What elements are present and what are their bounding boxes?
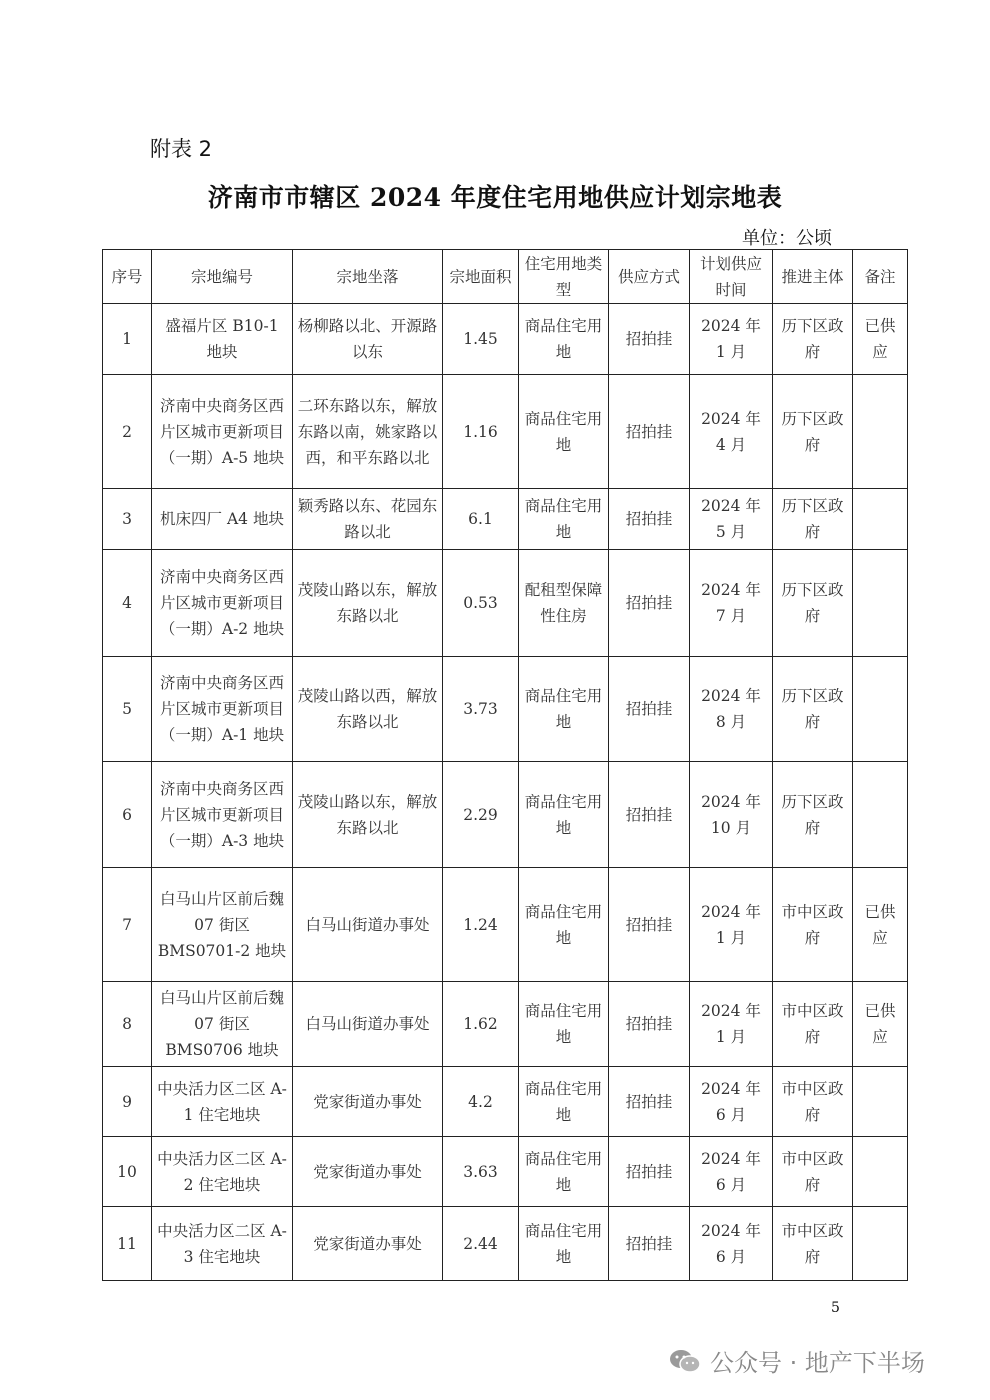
table-cell: 招拍挂 bbox=[609, 982, 690, 1067]
table-row bbox=[103, 868, 908, 982]
table-cell: 2024 年 1 月 bbox=[690, 868, 773, 982]
header-cell: 供应方式 bbox=[609, 250, 690, 304]
table-cell: 2024 年 4 月 bbox=[690, 375, 773, 489]
annex-label: 附表 2 bbox=[150, 137, 213, 161]
table-cell bbox=[853, 489, 908, 550]
table-cell: 4.2 bbox=[443, 1067, 519, 1137]
document-title: 济南市市辖区 2024 年度住宅用地供应计划宗地表 bbox=[207, 183, 783, 212]
table-cell: 商品住宅用地 bbox=[519, 1137, 609, 1207]
table-cell: 党家街道办事处 bbox=[293, 1137, 443, 1207]
table-cell: 商品住宅用地 bbox=[519, 982, 609, 1067]
header-cell: 计划供应时间 bbox=[690, 250, 773, 304]
table-cell: 3.73 bbox=[443, 657, 519, 762]
table-cell: 历下区政府 bbox=[773, 489, 853, 550]
table-cell bbox=[853, 1207, 908, 1281]
table-cell: 历下区政府 bbox=[773, 657, 853, 762]
table-cell: 市中区政府 bbox=[773, 1207, 853, 1281]
table-cell: 1.16 bbox=[443, 375, 519, 489]
table-cell bbox=[853, 1137, 908, 1207]
table-cell: 2024 年 7 月 bbox=[690, 550, 773, 657]
table-cell: 5 bbox=[103, 657, 152, 762]
table-row bbox=[103, 375, 908, 489]
table-cell: 商品住宅用地 bbox=[519, 304, 609, 375]
unit-label: 单位：公顷 bbox=[742, 228, 832, 249]
table-cell: 白马山片区前后魏 07 街区 BMS0701-2 地块 bbox=[152, 868, 293, 982]
header-cell: 宗地坐落 bbox=[293, 250, 443, 304]
table-cell: 2.44 bbox=[443, 1207, 519, 1281]
table-cell: 商品住宅用地 bbox=[519, 762, 609, 868]
table-row bbox=[103, 657, 908, 762]
table-cell: 招拍挂 bbox=[609, 1207, 690, 1281]
table-cell: 市中区政府 bbox=[773, 1137, 853, 1207]
table-cell: 6.1 bbox=[443, 489, 519, 550]
table-cell: 市中区政府 bbox=[773, 982, 853, 1067]
table-cell: 1.24 bbox=[443, 868, 519, 982]
table-cell: 商品住宅用地 bbox=[519, 657, 609, 762]
table-cell: 2024 年 6 月 bbox=[690, 1067, 773, 1137]
table-cell: 1 bbox=[103, 304, 152, 375]
header-cell: 宗地面积 bbox=[443, 250, 519, 304]
table-cell: 机床四厂 A4 地块 bbox=[152, 489, 293, 550]
table-cell: 商品住宅用地 bbox=[519, 868, 609, 982]
table-cell: 盛福片区 B10-1 地块 bbox=[152, 304, 293, 375]
table-cell: 市中区政府 bbox=[773, 1067, 853, 1137]
table-cell: 市中区政府 bbox=[773, 868, 853, 982]
table-cell: 济南中央商务区西片区城市更新项目（一期）A-1 地块 bbox=[152, 657, 293, 762]
table-cell: 4 bbox=[103, 550, 152, 657]
table-cell: 招拍挂 bbox=[609, 489, 690, 550]
table-cell: 济南中央商务区西片区城市更新项目（一期）A-3 地块 bbox=[152, 762, 293, 868]
wechat-icon bbox=[668, 1347, 702, 1375]
header-cell: 推进主体 bbox=[773, 250, 853, 304]
table-cell bbox=[853, 1067, 908, 1137]
header-cell: 宗地编号 bbox=[152, 250, 293, 304]
table-cell: 白马山街道办事处 bbox=[293, 982, 443, 1067]
watermark-text: 公众号 · 地产下半场 bbox=[710, 1349, 925, 1377]
land-supply-table bbox=[102, 249, 908, 1281]
header-cell: 住宅用地类型 bbox=[519, 250, 609, 304]
table-cell: 2024 年 1 月 bbox=[690, 982, 773, 1067]
table-cell: 招拍挂 bbox=[609, 1067, 690, 1137]
table-cell: 2024 年 1 月 bbox=[690, 304, 773, 375]
table-cell: 招拍挂 bbox=[609, 375, 690, 489]
table-cell: 2024 年 5 月 bbox=[690, 489, 773, 550]
table-cell: 8 bbox=[103, 982, 152, 1067]
table-cell: 颖秀路以东、花园东路以北 bbox=[293, 489, 443, 550]
table-cell: 中央活力区二区 A-3 住宅地块 bbox=[152, 1207, 293, 1281]
table-cell bbox=[853, 375, 908, 489]
table-cell: 已供应 bbox=[853, 304, 908, 375]
table-cell: 招拍挂 bbox=[609, 762, 690, 868]
table-cell: 10 bbox=[103, 1137, 152, 1207]
table-cell: 招拍挂 bbox=[609, 868, 690, 982]
page-number: 5 bbox=[831, 1300, 840, 1316]
table-cell: 2.29 bbox=[443, 762, 519, 868]
table-row bbox=[103, 304, 908, 375]
table-cell: 济南中央商务区西片区城市更新项目（一期）A-2 地块 bbox=[152, 550, 293, 657]
table-row bbox=[103, 1137, 908, 1207]
table-cell: 3.63 bbox=[443, 1137, 519, 1207]
table-cell: 0.53 bbox=[443, 550, 519, 657]
table-cell: 中央活力区二区 A-1 住宅地块 bbox=[152, 1067, 293, 1137]
table-row bbox=[103, 489, 908, 550]
table-cell bbox=[853, 550, 908, 657]
table-cell: 11 bbox=[103, 1207, 152, 1281]
table-cell: 商品住宅用地 bbox=[519, 375, 609, 489]
table-cell: 白马山街道办事处 bbox=[293, 868, 443, 982]
table-cell: 1.62 bbox=[443, 982, 519, 1067]
table-cell bbox=[853, 657, 908, 762]
table-cell: 2 bbox=[103, 375, 152, 489]
table-cell: 中央活力区二区 A-2 住宅地块 bbox=[152, 1137, 293, 1207]
table-cell: 6 bbox=[103, 762, 152, 868]
table-cell: 茂陵山路以东，解放东路以北 bbox=[293, 762, 443, 868]
table-row bbox=[103, 1067, 908, 1137]
table-cell: 二环东路以东，解放东路以南，姚家路以西，和平东路以北 bbox=[293, 375, 443, 489]
table-row bbox=[103, 982, 908, 1067]
table-row bbox=[103, 550, 908, 657]
table-cell: 招拍挂 bbox=[609, 657, 690, 762]
table-cell: 7 bbox=[103, 868, 152, 982]
table-cell: 1.45 bbox=[443, 304, 519, 375]
header-cell: 序号 bbox=[103, 250, 152, 304]
table-cell: 党家街道办事处 bbox=[293, 1207, 443, 1281]
table-row bbox=[103, 762, 908, 868]
table-cell: 茂陵山路以西，解放东路以北 bbox=[293, 657, 443, 762]
table-cell: 杨柳路以北、开源路以东 bbox=[293, 304, 443, 375]
table-cell: 2024 年 6 月 bbox=[690, 1207, 773, 1281]
table-cell: 商品住宅用地 bbox=[519, 489, 609, 550]
table-cell: 历下区政府 bbox=[773, 375, 853, 489]
table-cell: 3 bbox=[103, 489, 152, 550]
table-cell: 2024 年 8 月 bbox=[690, 657, 773, 762]
table-cell: 茂陵山路以东，解放东路以北 bbox=[293, 550, 443, 657]
table-cell: 历下区政府 bbox=[773, 550, 853, 657]
table-cell: 招拍挂 bbox=[609, 550, 690, 657]
table-cell: 9 bbox=[103, 1067, 152, 1137]
table-cell: 党家街道办事处 bbox=[293, 1067, 443, 1137]
table-cell: 配租型保障性住房 bbox=[519, 550, 609, 657]
table-row bbox=[103, 1207, 908, 1281]
table-cell: 2024 年 10 月 bbox=[690, 762, 773, 868]
table-cell: 招拍挂 bbox=[609, 1137, 690, 1207]
table-cell: 历下区政府 bbox=[773, 304, 853, 375]
table-cell: 济南中央商务区西片区城市更新项目（一期）A-5 地块 bbox=[152, 375, 293, 489]
header-row bbox=[103, 250, 908, 304]
table-cell: 已供应 bbox=[853, 982, 908, 1067]
table-cell: 招拍挂 bbox=[609, 304, 690, 375]
table-cell: 商品住宅用地 bbox=[519, 1207, 609, 1281]
watermark bbox=[668, 1343, 925, 1378]
header-cell: 备注 bbox=[853, 250, 908, 304]
table-cell: 商品住宅用地 bbox=[519, 1067, 609, 1137]
table-cell: 白马山片区前后魏 07 街区 BMS0706 地块 bbox=[152, 982, 293, 1067]
table-cell: 2024 年 6 月 bbox=[690, 1137, 773, 1207]
table-cell bbox=[853, 762, 908, 868]
table-cell: 已供应 bbox=[853, 868, 908, 982]
table-cell: 历下区政府 bbox=[773, 762, 853, 868]
